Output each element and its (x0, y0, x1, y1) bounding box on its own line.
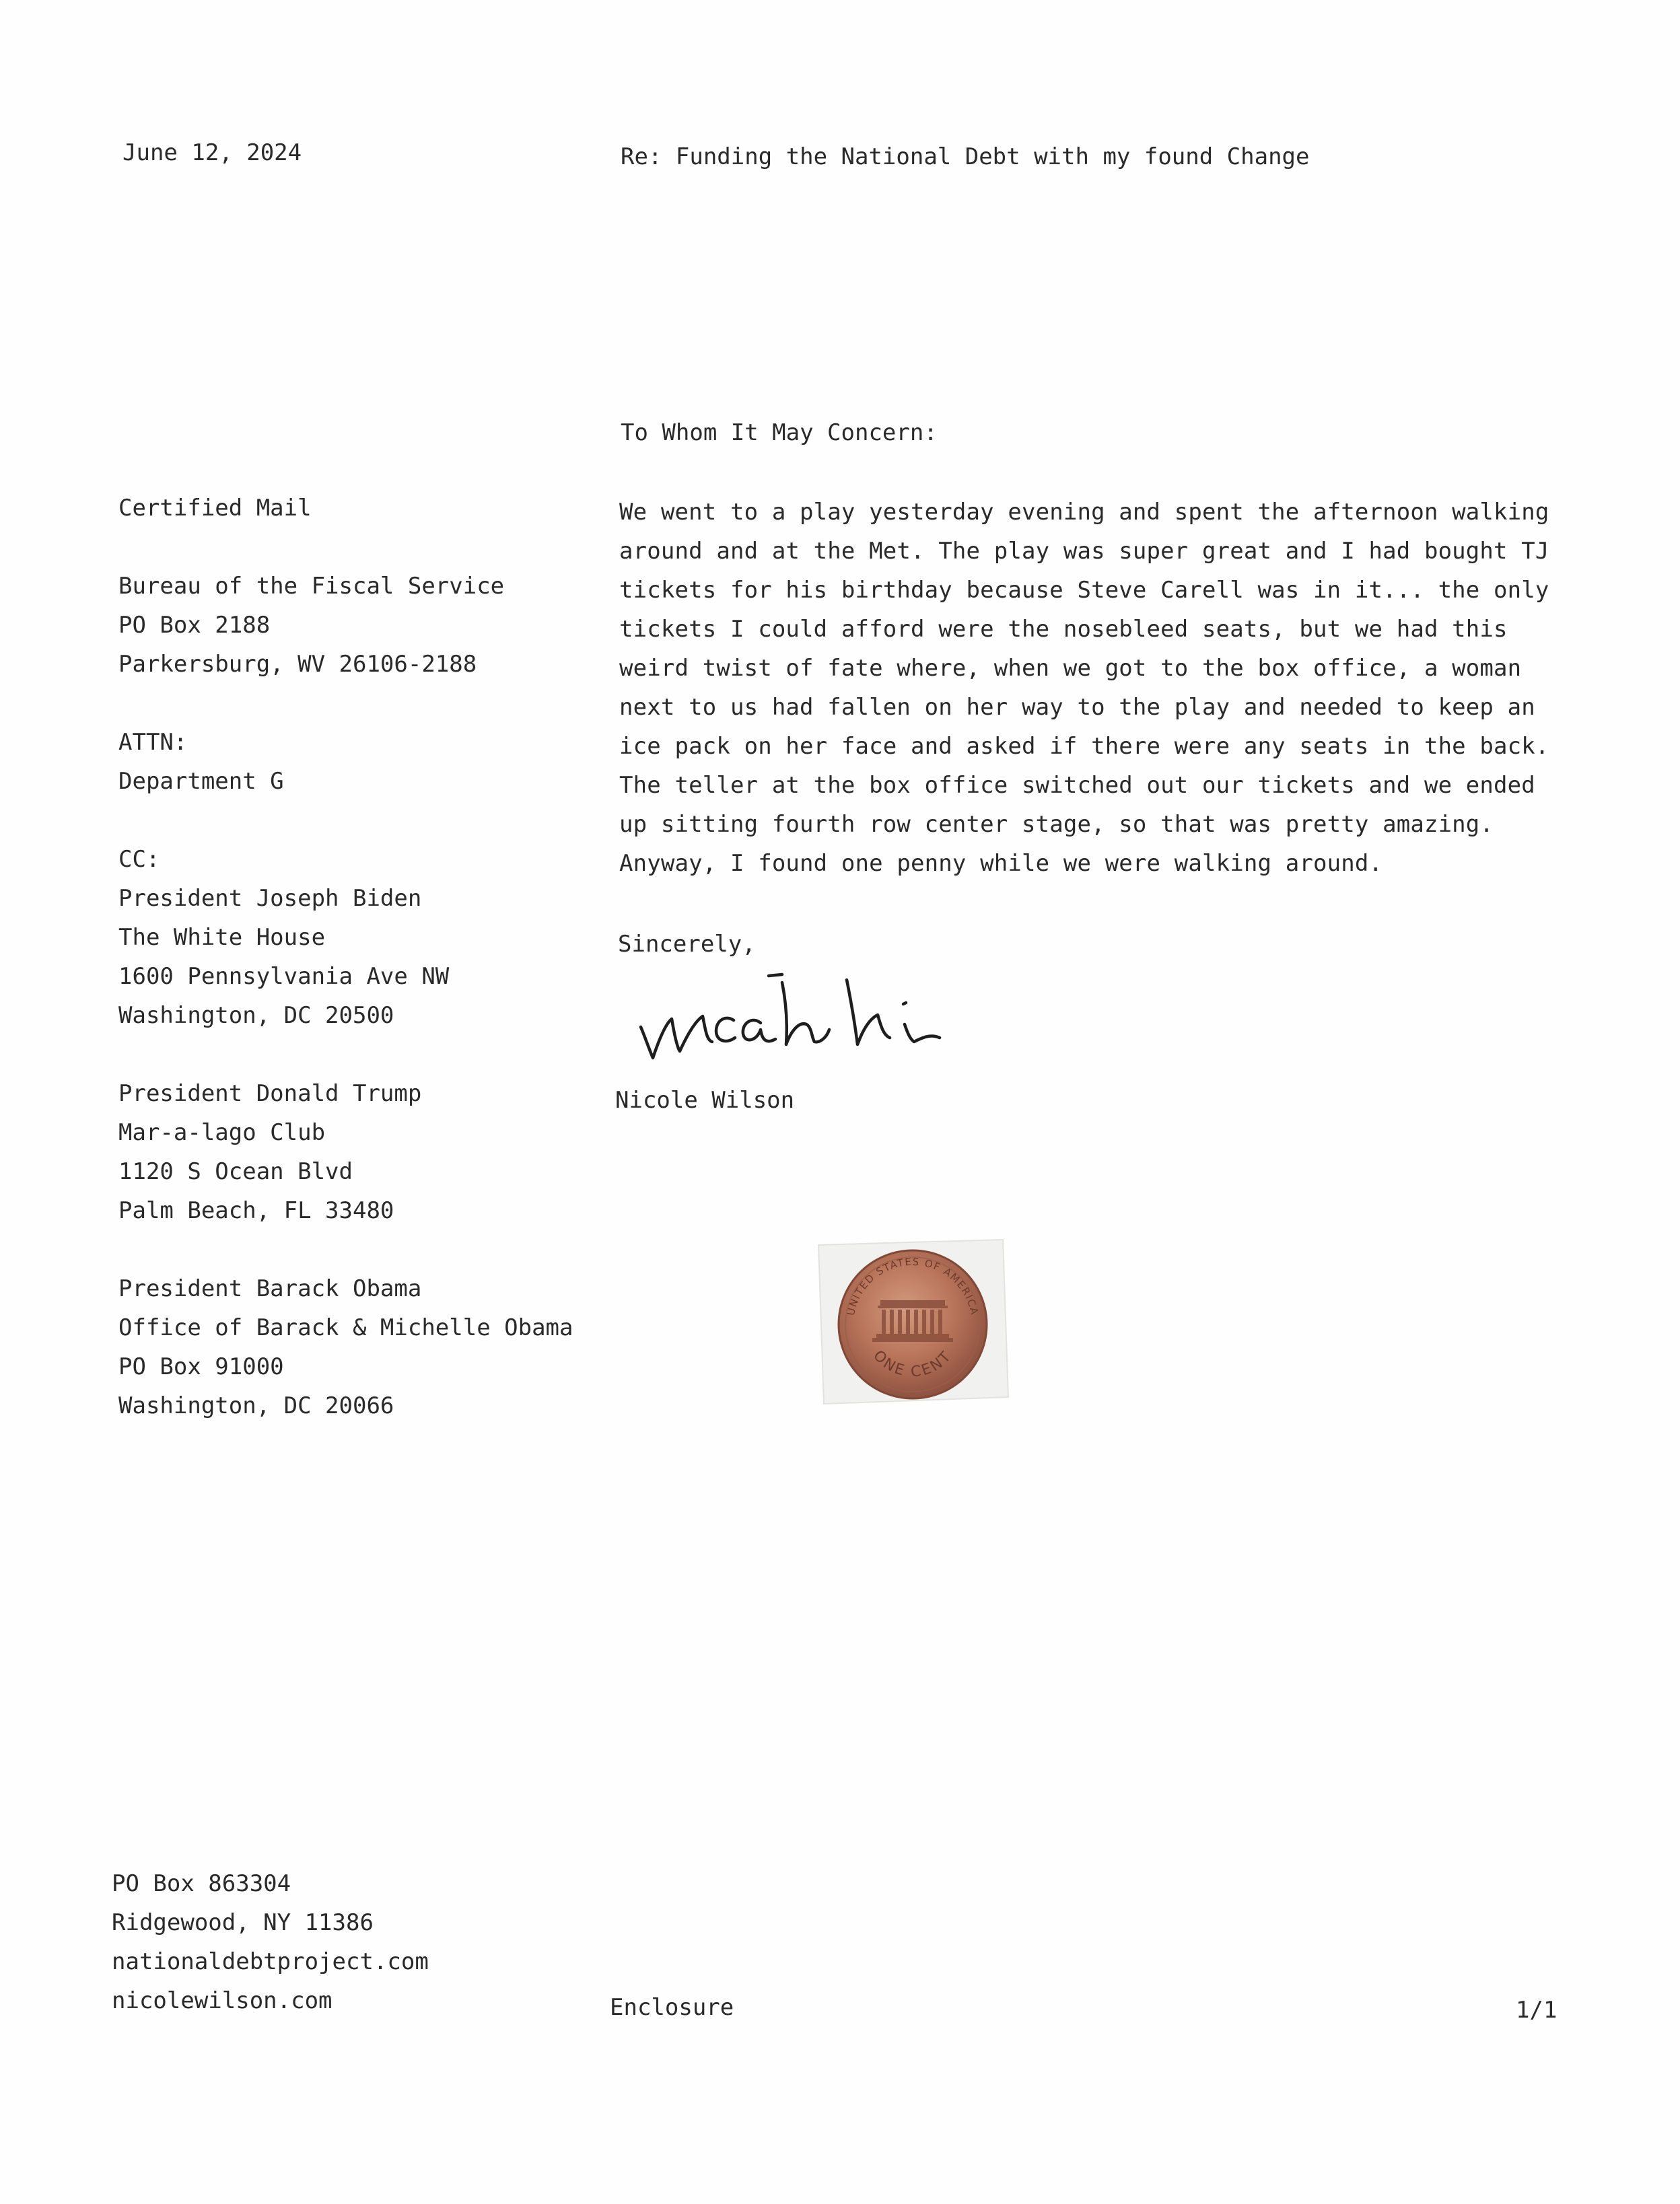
cc-label: CC: (118, 846, 160, 873)
project-website: nationaldebtproject.com (112, 1948, 429, 1975)
cc-recipient-name: President Joseph Biden (118, 885, 422, 912)
body-line: up sitting fourth row center stage, so that was pretty amazing. (619, 811, 1494, 838)
attn-label: ATTN: (118, 729, 188, 756)
body-line: We went to a play yesterday evening and spent the afternoon walking (619, 499, 1549, 526)
signer-name: Nicole Wilson (615, 1087, 795, 1114)
cc-recipient-line: PO Box 91000 (118, 1353, 284, 1380)
mail-type: Certified Mail (118, 495, 312, 522)
handwritten-signature (633, 962, 983, 1077)
subject-line: Re: Funding the National Debt with my found Change (621, 143, 1310, 170)
body-line: around and at the Met. The play was super great and I had bought TJ (619, 538, 1549, 565)
salutation: To Whom It May Concern: (621, 419, 938, 446)
page-number: 1/1 (1516, 1997, 1558, 2024)
sender-city: Ridgewood, NY 11386 (112, 1909, 374, 1936)
recipients-block (118, 489, 573, 1425)
primary-recipient-city: Parkersburg, WV 26106-2188 (118, 651, 477, 678)
personal-website: nicolewilson.com (112, 1987, 332, 2014)
cc-recipient-name: President Donald Trump (118, 1080, 422, 1107)
cc-recipient-line: Washington, DC 20500 (118, 1002, 394, 1029)
body-line: ice pack on her face and asked if there were any seats in the back. (619, 733, 1549, 760)
cc-recipient-line: Washington, DC 20066 (118, 1392, 394, 1419)
body-line: weird twist of fate where, when we got to the box office, a woman (619, 655, 1522, 682)
body-line: next to us had fallen on her way to the play and needed to keep an (619, 694, 1535, 721)
cc-recipient-line: Palm Beach, FL 33480 (118, 1197, 394, 1224)
taped-penny (814, 1238, 1010, 1413)
cc-recipient-line: Mar-a-lago Club (118, 1119, 326, 1146)
cc-recipient-line: Office of Barack & Michelle Obama (118, 1314, 573, 1341)
enclosure-label: Enclosure (610, 1994, 734, 2021)
primary-recipient-address: PO Box 2188 (118, 612, 271, 639)
cc-recipient-line: 1120 S Ocean Blvd (118, 1158, 353, 1185)
body-line: Anyway, I found one penny while we were walking around. (619, 850, 1383, 877)
closing: Sincerely, (618, 931, 756, 958)
primary-recipient-name: Bureau of the Fiscal Service (118, 573, 505, 600)
penny-coin-icon (814, 1238, 1010, 1413)
attn-value: Department G (118, 768, 284, 795)
letter-body (619, 493, 1562, 883)
penny-top-inscription: UNITED STATES OF AMERICA (844, 1255, 981, 1317)
sender-address (112, 1864, 429, 2020)
sender-po-box: PO Box 863304 (112, 1870, 291, 1897)
cc-recipient-name: President Barack Obama (118, 1275, 422, 1302)
body-line: tickets for his birthday because Steve Carell was in it... the only (619, 577, 1549, 604)
cc-recipient-line: The White House (118, 924, 326, 951)
cc-recipient-line: 1600 Pennsylvania Ave NW (118, 963, 450, 990)
body-line: The teller at the box office switched out our tickets and we ended (619, 772, 1535, 799)
letter-date: June 12, 2024 (123, 139, 302, 166)
penny-bottom-inscription: ONE CENT (870, 1347, 956, 1381)
body-line: tickets I could afford were the nosebleed seats, but we had this (619, 616, 1508, 643)
